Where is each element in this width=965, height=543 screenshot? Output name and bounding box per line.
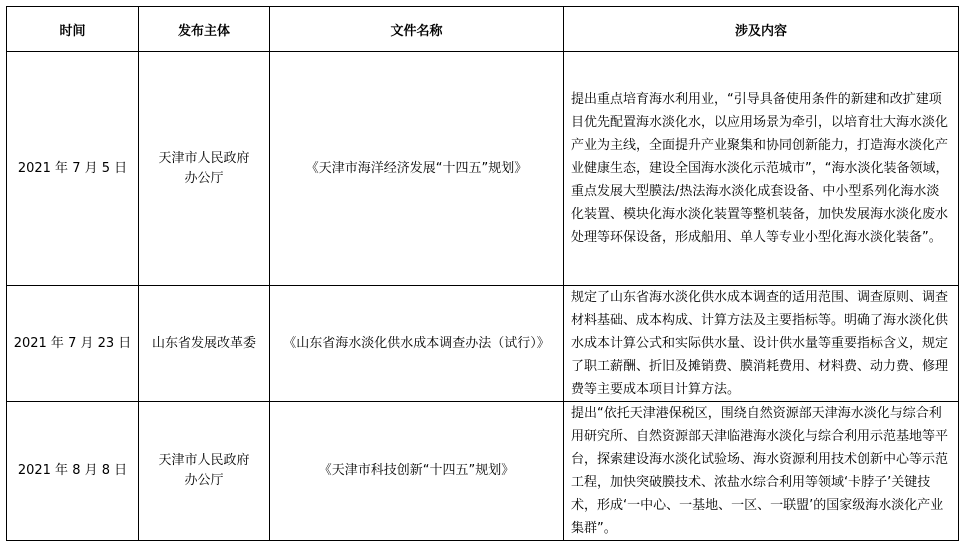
- cell-document-name: 《天津市海洋经济发展“十四五”规划》: [270, 52, 564, 286]
- cell-date: 2021 年 7 月 23 日: [7, 286, 139, 402]
- table-row: [7, 52, 959, 286]
- cell-date: 2021 年 7 月 5 日: [7, 52, 139, 286]
- policy-table-container: [6, 6, 959, 541]
- cell-issuer: 山东省发展改革委: [139, 286, 270, 402]
- cell-content: 提出重点培育海水利用业，“引导具备使用条件的新建和改扩建项目优先配置海水淡化水，以应用场景为牵引，以培育壮大海水淡化产业为主线，全面提升产业聚集和协同创新能力，打造海水淡化产业健康生态，建设全国海水淡化示范城市”，“海水淡化装备领域，重点发展大型膜法/热法海水淡化成套设备、中小型系列化海水淡化装置、模块化海水淡化装置等整机装备，加快发展海水淡化废水处理等环保设备，形成船用、单人等专业小型化海水淡化装备”。: [564, 52, 959, 286]
- cell-issuer: [139, 52, 270, 286]
- cell-content: 提出“依托天津港保税区，围绕自然资源部天津海水淡化与综合利用研究所、自然资源部天津临港海水淡化与综合利用示范基地等平台，探索建设海水淡化试验场、海水资源利用技术创新中心等示范工程，加快突破膜技术、浓盐水综合利用等领域‘卡脖子’关键技术，形成‘一中心、一基地、一区、一联盟’的国家级海水淡化产业集群”。: [564, 402, 959, 541]
- table-row: [7, 402, 959, 541]
- header-document-name: 文件名称: [270, 7, 564, 52]
- cell-issuer-text: 天津市人民政府办公厅: [158, 453, 250, 488]
- table-header-row: [7, 7, 959, 52]
- header-time: 时间: [7, 7, 139, 52]
- policy-table: [6, 6, 959, 541]
- cell-date: 2021 年 8 月 8 日: [7, 402, 139, 541]
- table-row: [7, 286, 959, 402]
- cell-content: 规定了山东省海水淡化供水成本调查的适用范围、调查原则、调查材料基础、成本构成、计算方法及主要指标等。明确了海水淡化供水成本计算公式和实际供水量、设计供水量等重要指标含义，规定了职工薪酬、折旧及摊销费、膜消耗费用、材料费、动力费、修理费等主要成本项目计算方法。: [564, 286, 959, 402]
- cell-document-name: 《天津市科技创新“十四五”规划》: [270, 402, 564, 541]
- cell-issuer: [139, 402, 270, 541]
- cell-document-name: 《山东省海水淡化供水成本调查办法（试行）》: [270, 286, 564, 402]
- header-issuer: 发布主体: [139, 7, 270, 52]
- cell-issuer-text: 天津市人民政府办公厅: [158, 150, 250, 186]
- header-content: 涉及内容: [564, 7, 959, 52]
